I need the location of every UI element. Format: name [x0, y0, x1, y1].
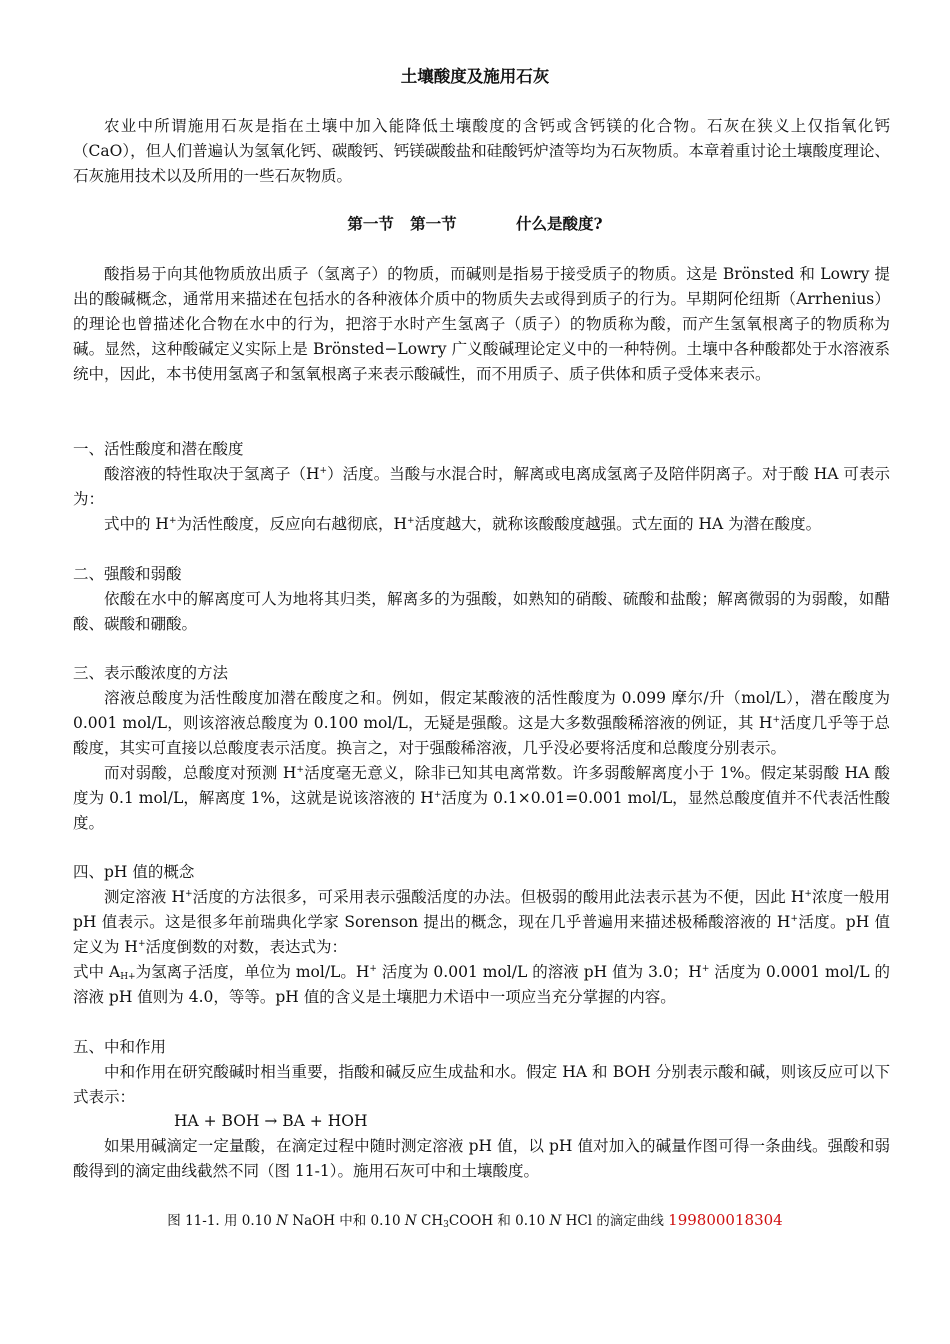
heading-ph-concept: 四、pH 值的概念: [73, 863, 195, 881]
intro-paragraph: 农业中所谓施用石灰是指在土壤中加入能降低土壤酸度的含钙或含钙镁的化合物。石灰在狭义上仅指氧化钙（CaO），但人们普遍认为氢氧化钙、碳酸钙、钙镁碳酸盐和硅酸钙炉渣等均为石灰物质。本章着重讨论土壤酸度理论、石灰施用技术以及所用的一些石灰物质。: [73, 117, 890, 185]
section1-paragraph: 酸指易于向其他物质放出质子（氢离子）的物质，而碱则是指易于接受质子的物质。这是 Brönsted 和 Lowry 提出的酸碱概念，通常用来描述在包括水的各种液体介质中的物质失去或得到质子的行为。早期阿伦纽斯（Arrhenius）的理论也曾描述化合物在水中的行为，把溶于水时产生氢离子（质子）的物质称为酸，而产生氢氧根离子的物质称为碱。显然，这种酸碱定义实际上是 Brönsted−Lowry 广义酸碱理论定义中的一种特例。土壤中各种酸都处于水溶液系统中，因此，本书使用氢离子和氢氧根离子来表示酸碱性，而不用质子、质子供体和质子受体来表示。: [73, 265, 890, 383]
section-label-a: 第一节: [347, 214, 394, 233]
figure-caption: 图 11-1. 用 0.10 N NaOH 中和 0.10 N $CH_3COOH$ 和 0.10 N HCl 的滴定曲线 199800018304: [167, 1211, 783, 1230]
strong-weak-paragraph: 依酸在水中的解离度可人为地将其归类，解离多的为强酸，如熟知的硝酸、硫酸和盐酸；解离微弱的为弱酸，如醋酸、碳酸和硼酸。: [73, 590, 890, 633]
page-title: 土壤酸度及施用石灰: [400, 67, 550, 86]
section-name: 什么是酸度?: [516, 214, 603, 233]
heading-neutralization: 五、中和作用: [73, 1038, 167, 1056]
section-title: [0, 211, 950, 236]
heading-acid-concentration: 三、表示酸浓度的方法: [73, 664, 229, 682]
neutralization-paragraph-1: 中和作用在研究酸碱时相当重要，指酸和碱反应生成盐和水。假定 HA 和 BOH 分别表示酸和碱，则该反应可以下式表示：: [73, 1063, 890, 1106]
active-acidity-explanation: 式中的 H+为活性酸度，反应向右越彻底，H+活度越大，就称该酸酸度越强。式左面的 HA 为潜在酸度。: [104, 515, 822, 533]
ph-paragraph-2: 式中 $A_{H+}$为氢离子活度，单位为 mol/L。H+ 活度为 0.001 mol/L 的溶液 pH 值为 3.0；H+ 活度为 0.0001 mol/L 的溶液 pH 值则为 4.0，等等。pH 值的含义是土壤肥力术语中一项应当充分掌握的内容。: [73, 963, 890, 1006]
concentration-paragraph-1: 溶液总酸度为活性酸度加潜在酸度之和。例如，假定某酸液的活性酸度为 0.099 摩尔/升（mol/L），潜在酸度为 0.001 mol/L，则该溶液总酸度为 0.100 mol/L，无疑是强酸。这是大多数强酸稀溶液的例证，其 H+活度几乎等于总酸度，其实可直接以总酸度表示活度。换言之，对于强酸稀溶液，几乎没必要将活度和总酸度分别表示。: [73, 689, 890, 757]
neutralization-paragraph-2: 如果用碱滴定一定量酸，在滴定过程中随时测定溶液 pH 值，以 pH 值对加入的碱量作图可得一条曲线。强酸和弱酸得到的滴定曲线截然不同（图 11-1）。施用石灰可中和土壤酸度。: [73, 1137, 890, 1180]
heading-active-acidity: 一、活性酸度和潜在酸度: [73, 440, 244, 458]
document-code: 199800018304: [668, 1211, 783, 1229]
section-label-b: 第一节: [410, 214, 457, 233]
concentration-paragraph-2: 而对弱酸，总酸度对预测 H+活度毫无意义，除非已知其电离常数。许多弱酸解离度小于 1%。假定某弱酸 HA 酸度为 0.1 mol/L，解离度 1%，这就是说该溶液的 H+活度为 0.1×0.01=0.001 mol/L，显然总酸度值并不代表活性酸度。: [73, 764, 890, 832]
active-acidity-paragraph: 酸溶液的特性取决于氢离子（H+）活度。当酸与水混合时，解离或电离成氢离子及陪伴阴离子。对于酸 HA 可表示为：: [73, 465, 890, 508]
ph-paragraph-1: 测定溶液 H+活度的方法很多，可采用表示强酸活度的办法。但极弱的酸用此法表示甚为不便，因此 H+浓度一般用 pH 值表示。这是很多年前瑞典化学家 Sorenson 提出的概念，现在几乎普遍用来描述极稀酸溶液的 H+活度。pH 值定义为 H+活度倒数的对数，表达式为：: [73, 888, 890, 956]
heading-strong-weak-acids: 二、强酸和弱酸: [73, 565, 182, 583]
neutralization-equation: HA + BOH → BA + HOH: [174, 1112, 368, 1130]
